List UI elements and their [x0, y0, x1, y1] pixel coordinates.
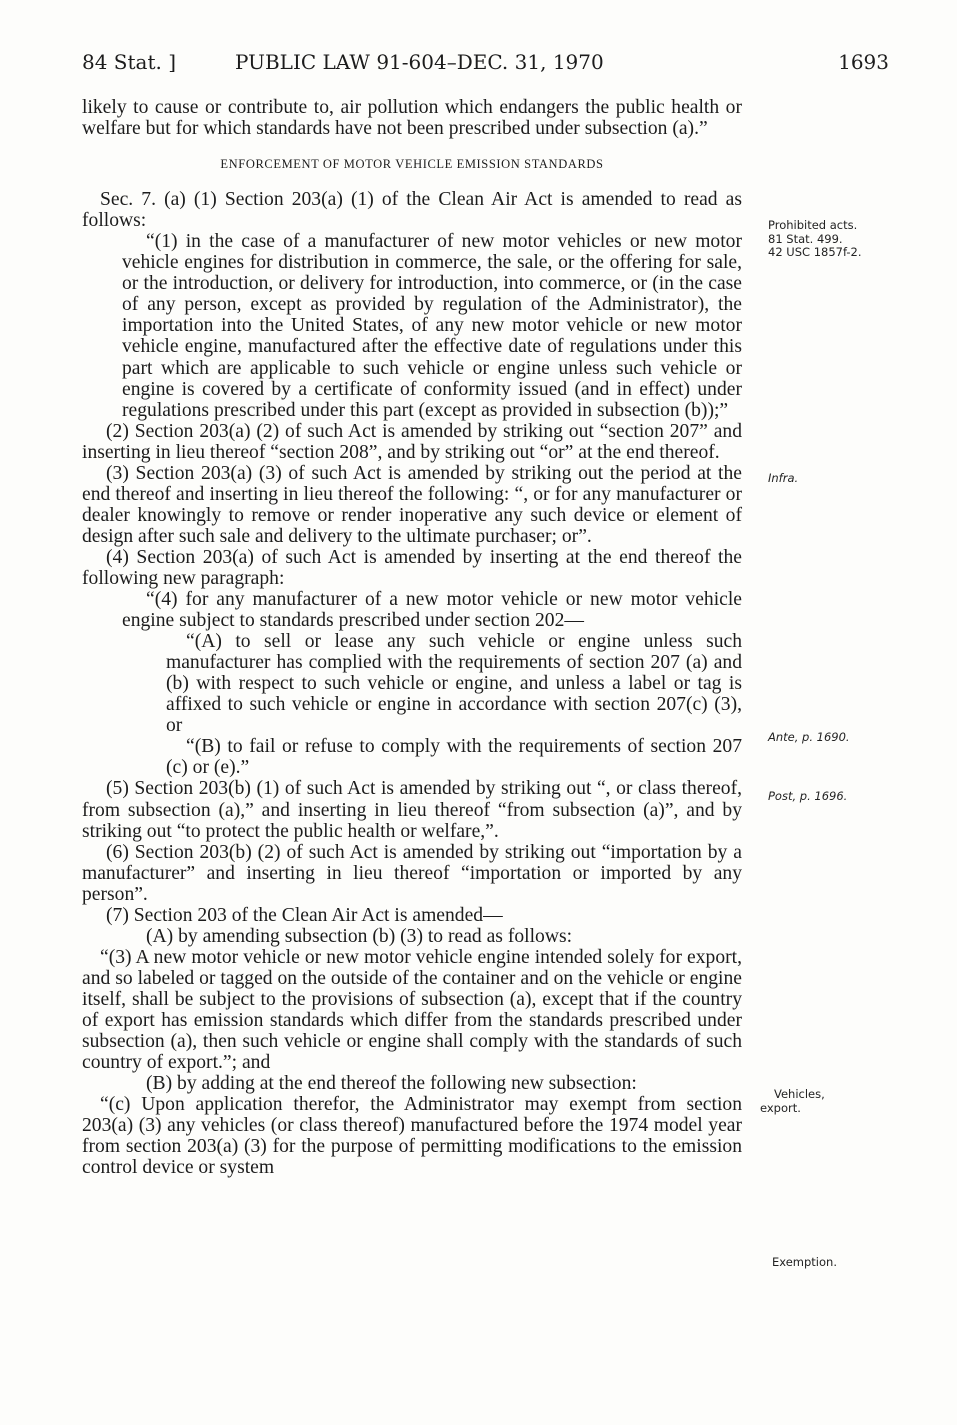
margin-note-prohibited-acts: Prohibited acts. 81 Stat. 499. 42 USC 1857f-2. — [768, 218, 862, 259]
paragraph: likely to cause or contribute to, air pollution which endangers the public health or welfare but for which standards have not been prescribed under subsection (a).” — [82, 97, 742, 140]
paragraph: (2) Section 203(a) (2) of such Act is amended by striking out “section 207” and inserting in lieu thereof “section 208”, and by striking out “or” at the end thereof. — [82, 420, 742, 463]
quoted-paragraph: “(4) for any manufacturer of a new motor vehicle or new motor vehicle engine subject to standards prescribed under section 202— — [122, 589, 742, 632]
paragraph: Sec. 7. (a) (1) Section 203(a) (1) of the Clean Air Act is amended to read as follows: — [82, 189, 742, 232]
public-law-title: PUBLIC LAW 91-604–DEC. 31, 1970 — [235, 50, 604, 74]
page-header — [82, 48, 889, 78]
paragraph: (4) Section 203(a) of such Act is amended by inserting at the end thereof the following new paragraph: — [82, 546, 742, 589]
quoted-paragraph: “(1) in the case of a manufacturer of new motor vehicles or new motor vehicle engines for distribution in commerce, the sale, or the offering for sale, or the introduction, or delivery for introduction, into commerce, or (in the case of any person, except as provided by regulation of the Administrator), the importation into the United States, of any new motor vehicle or new motor vehicle engine, manufactured after the effective date of regulations under this part which are applicable to such vehicle or engine unless such vehicle or engine is covered by a certificate of conformity issued (and in effect) under regulations prescribed under this part (except as provided in subsection (b));” — [122, 231, 742, 421]
margin-note-vehicles-export: Vehicles, export. — [760, 1087, 825, 1115]
body-text — [82, 97, 742, 1178]
paragraph: (3) Section 203(a) (3) of such Act is amended by striking out the period at the end thereof and inserting in lieu thereof the following: “, or for any manufacturer or dealer knowingly to remove or render inoperative any such device or element of design after such sale and delivery to the ultimate purchaser; or”. — [82, 462, 742, 547]
margin-note-exemption: Exemption. — [772, 1255, 837, 1269]
paragraph: (B) by adding at the end thereof the following new subsection: — [146, 1073, 637, 1095]
quoted-subparagraph: “(A) to sell or lease any such vehicle or engine unless such manufacturer has complied with the requirements of section 207 (a) and (b) with respect to such vehicle or engine, and unless a label or tag is affixed to such vehicle or engine in accordance with section 207(c) (3), or — [166, 631, 742, 737]
margin-note-post: Post, p. 1696. — [768, 789, 848, 803]
margin-note-ante: Ante, p. 1690. — [768, 730, 850, 744]
volume-reference: 84 Stat. ] — [82, 50, 177, 74]
margin-note-infra: Infra. — [768, 471, 799, 485]
quoted-paragraph: “(c) Upon application therefor, the Administrator may exempt from section 203(a) (3) any vehicles (or class thereof) manufactured before the 1974 model year from section 203(a) (3) for the purpose of permitting modifications to the emission control device or system — [82, 1094, 742, 1179]
page-number: 1693 — [838, 50, 889, 74]
quoted-paragraph: “(3) A new motor vehicle or new motor vehicle engine intended solely for export, and so labeled or tagged on the outside of the container and on the vehicle or engine itself, shall be subject to the provisions of subsection (a), except that if the country of export has emission standards which differ from the standards prescribed under subsection (a), then such vehicle or engine shall comply with the standards of such country of export.”; and — [82, 946, 742, 1074]
paragraph: (7) Section 203 of the Clean Air Act is amended— — [106, 904, 503, 926]
section-heading: ENFORCEMENT OF MOTOR VEHICLE EMISSION STANDARDS — [220, 157, 604, 172]
paragraph: (A) by amending subsection (b) (3) to read as follows: — [146, 925, 573, 947]
quoted-subparagraph: “(B) to fail or refuse to comply with the requirements of section 207 (c) or (e).” — [166, 736, 742, 779]
paragraph: (6) Section 203(b) (2) of such Act is amended by striking out “importation by a manufacturer” and inserting in lieu thereof “importation or imported by any person”. — [82, 841, 742, 905]
paragraph: (5) Section 203(b) (1) of such Act is amended by striking out “, or class thereof, from subsection (a),” and inserting in lieu thereof “from subsection (a)”, and by striking out “to protect the public health or welfare,”. — [82, 778, 742, 842]
